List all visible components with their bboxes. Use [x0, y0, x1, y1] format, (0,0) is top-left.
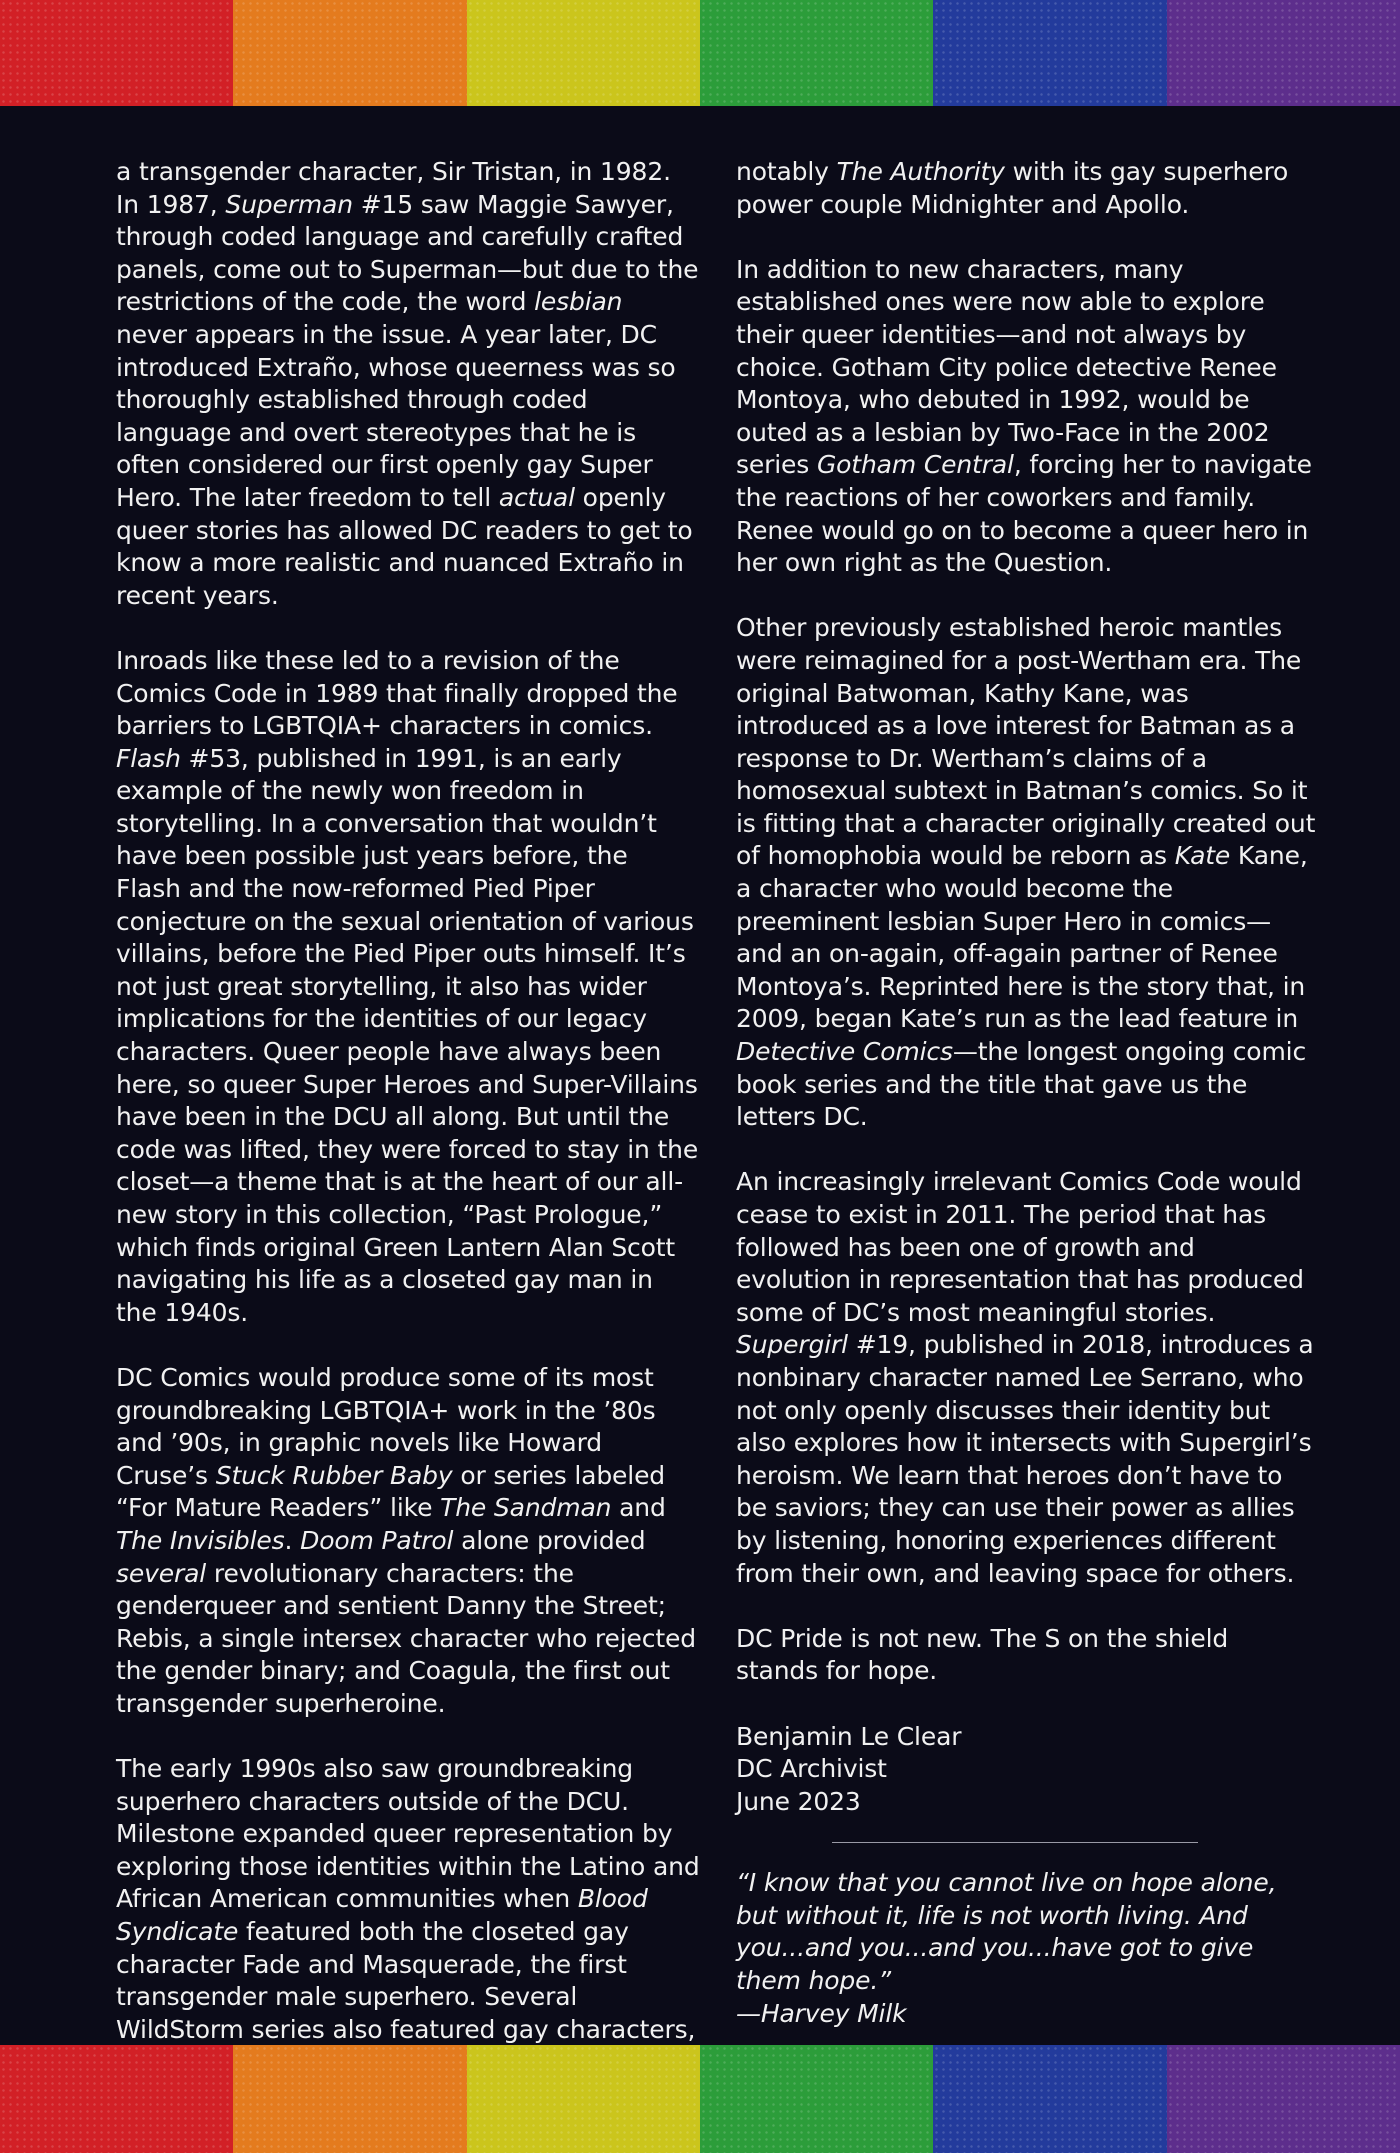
paragraph: DC Comics would produce some of its most groundbreaking LGBTQIA+ work in the ’80s and ’90s, in graphic novels like Howard Cruse’s Stuck Rubber Baby or series labeled “For Mature Readers” like The Sandman and The Invisibles. Doom Patrol alone provided several revolutionary characters: the genderqueer and sentient Danny the Street; Rebis, a single intersex character who rejected the gender binary; and Coagula, the first out transgender superheroine. [116, 1362, 696, 1718]
stripe-orange [233, 2045, 466, 2153]
paragraph: DC Pride is not new. The S on the shield stands for hope. [736, 1623, 1229, 1686]
stripe-purple [1167, 0, 1400, 106]
rainbow-stripe-bottom [0, 2045, 1400, 2153]
stripe-green [700, 0, 933, 106]
right-column [736, 156, 1316, 2079]
signature-date: June 2023 [736, 1786, 861, 1816]
quote-text: “I know that you cannot live on hope alone, but without it, life is not worth living. And you...and you...and you...have got to give them hope.” [736, 1868, 1277, 1996]
stripe-yellow [467, 2045, 700, 2153]
signature [736, 1721, 1316, 1819]
paragraph: Inroads like these led to a revision of the Comics Code in 1989 that finally dropped the barriers to LGBTQIA+ characters in comics. Flash #53, published in 1991, is an early example of the newly won freedom in storytelling. In a conversation that wouldn’t have been possible just years before, the Flash and the now-reformed Pied Piper conjecture on the sexual orientation of various villains, before the Pied Piper outs himself. It’s not just great storytelling, it also has wider implications for the identities of our legacy characters. Queer people have always been here, so queer Super Heroes and Super-Villains have been in the DCU all along. But until the code was lifted, they were forced to stay in the closet—a theme that is at the heart of our all-new story in this collection, “Past Prologue,” which finds original Green Lantern Alan Scott navigating his life as a closeted gay man in the 1940s. [116, 645, 699, 1327]
stripe-yellow [467, 0, 700, 106]
stripe-blue [933, 2045, 1166, 2153]
signature-role: DC Archivist [736, 1754, 887, 1784]
pull-quote [736, 1867, 1316, 2030]
paragraph: In addition to new characters, many established ones were now able to explore their queer identities—and not always by choice. Gotham City police detective Renee Montoya, who debuted in 1992, would be outed as a lesbian by Two-Face in the 2002 series Gotham Central, forcing her to navigate the reactions of her coworkers and family. Renee would go on to become a queer hero in her own right as the Question. [736, 254, 1312, 578]
paragraph: The early 1990s also saw groundbreaking superhero characters outside of the DCU. Milestone expanded queer representation by exploring those identities within the Latino and African American communities when Blood Syndicate featured both the closeted gay character Fade and Masquerade, the first transgender male superhero. Several WildStorm series also featured gay characters, [116, 1754, 700, 2044]
paragraph: An increasingly irrelevant Comics Code would cease to exist in 2011. The period that has followed has been one of growth and evolution in representation that has produced some of DC’s most meaningful stories. Supergirl #19, published in 2018, introduces a nonbinary character named Lee Serrano, who not only openly discusses their identity but also explores how it intersects with Supergirl’s heroism. We learn that heroes don’t have to be saviors; they can use their power as allies by listening, honoring experiences different from their own, and leaving space for others. [736, 1167, 1314, 1588]
signature-name: Benjamin Le Clear [736, 1721, 962, 1751]
stripe-purple [1167, 2045, 1400, 2153]
paragraph: a transgender character, Sir Tristan, in 1982. In 1987, Superman #15 saw Maggie Sawyer, through coded language and carefully crafted panels, come out to Superman—but due to the restrictions of the code, the word lesbian never appears in the issue. A year later, DC introduced Extraño, whose queerness was so thoroughly established through coded language and overt stereotypes that he is often considered our first openly gay Super Hero. The later freedom to tell actual openly queer stories has allowed DC readers to get to know a more realistic and nuanced Extraño in recent years. [116, 157, 699, 610]
paragraph: Other previously established heroic mantles were reimagined for a post-Wertham era. The original Batwoman, Kathy Kane, was introduced as a love interest for Batman as a response to Dr. Wertham’s claims of a homosexual subtext in Batman’s comics. So it is fitting that a character originally created out of homophobia would be reborn as Kate Kane, a character who would become the preeminent lesbian Super Hero in comics—and an on-again, off-again partner of Renee Montoya’s. Reprinted here is the story that, in 2009, began Kate’s run as the lead feature in Detective Comics—the longest ongoing comic book series and the title that gave us the letters DC. [736, 613, 1316, 1132]
stripe-red [0, 2045, 233, 2153]
stripe-green [700, 2045, 933, 2153]
divider [832, 1842, 1198, 1843]
quote-attribution: —Harvey Milk [736, 1998, 907, 2028]
article-body [116, 156, 1316, 2079]
paragraph: notably The Authority with its gay superhero power couple Midnighter and Apollo. [736, 157, 1289, 219]
stripe-red [0, 0, 233, 106]
rainbow-stripe-top [0, 0, 1400, 106]
stripe-orange [233, 0, 466, 106]
left-column [116, 156, 700, 2079]
stripe-blue [933, 0, 1166, 106]
